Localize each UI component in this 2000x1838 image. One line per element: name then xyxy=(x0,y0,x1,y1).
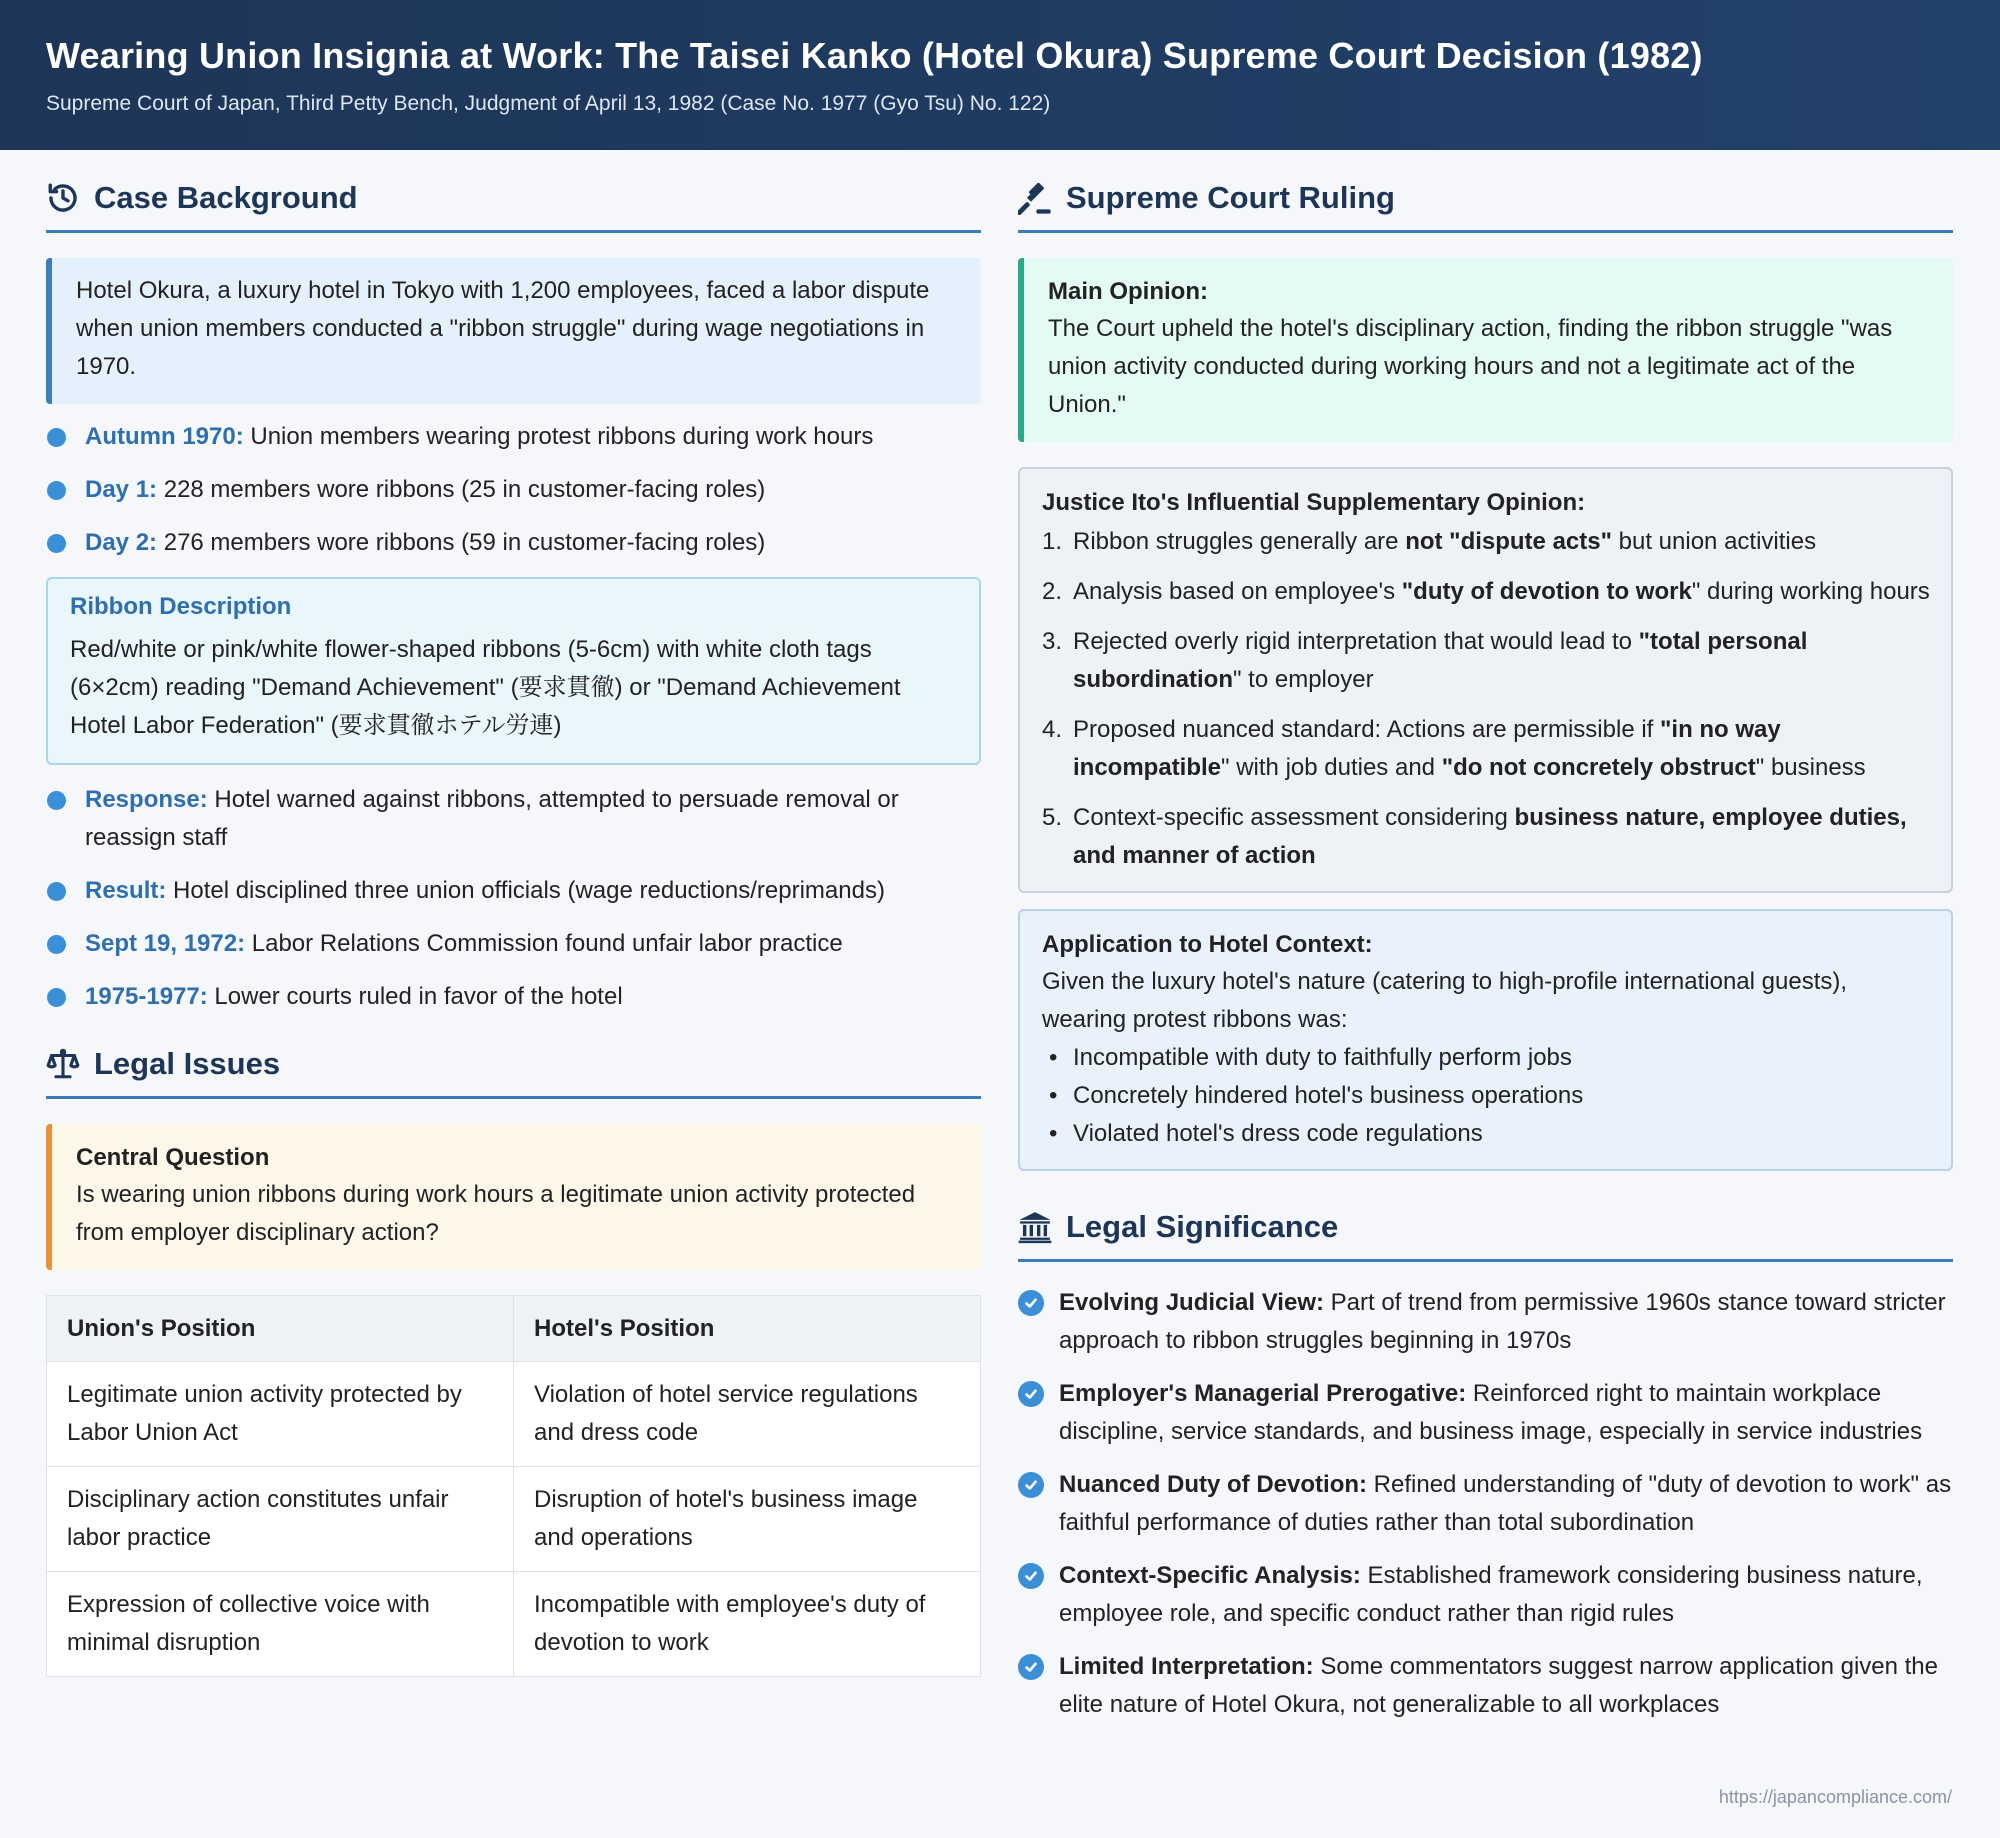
list-item: Day 2: 276 members wore ribbons (59 in customer-facing roles) xyxy=(46,524,981,562)
hotel-context-title: Application to Hotel Context: xyxy=(1042,931,1373,958)
table-cell: Legitimate union activity protected by Labor Union Act xyxy=(47,1362,514,1467)
history-icon xyxy=(46,181,80,215)
list-item: Autumn 1970: Union members wearing protest ribbons during work hours xyxy=(46,418,981,456)
case-intro: Hotel Okura, a luxury hotel in Tokyo with 1,200 employees, faced a labor dispute when union members conducted a "ribbon struggle" during wage negotiations in 1970. xyxy=(46,258,981,404)
right-column xyxy=(1018,180,1953,1739)
check-circle-icon xyxy=(1018,1290,1044,1316)
check-circle-icon xyxy=(1018,1381,1044,1407)
bullet-dot-icon xyxy=(47,481,66,500)
page-header xyxy=(0,0,2000,150)
bullet-icon: • xyxy=(1049,1082,1058,1109)
ribbon-description-text: Red/white or pink/white flower-shaped ribbons (5-6cm) with white cloth tags (6×2cm) reading "Demand Achievement" (要求貫徹) or "Demand Achievement Hotel Labor Federation" (要求貫徹ホテル労連) xyxy=(70,636,901,739)
list-item: Response: Hotel warned against ribbons, attempted to persuade removal or reassign staff xyxy=(46,781,981,857)
list-item xyxy=(1042,623,1931,699)
table-cell: Incompatible with employee's duty of devotion to work xyxy=(514,1572,981,1677)
bullet-dot-icon xyxy=(47,882,66,901)
list-item: • Incompatible with duty to faithfully perform jobs xyxy=(1042,1039,1931,1077)
list-item: Employer's Managerial Prerogative: Reinforced right to maintain workplace discipline, service standards, and business image, especially in service industries xyxy=(1018,1375,1953,1451)
timeline-list-continued xyxy=(46,781,981,1016)
gavel-icon xyxy=(1018,181,1052,215)
left-column xyxy=(46,180,981,1677)
list-number: 2. xyxy=(1042,578,1063,605)
list-item xyxy=(1042,573,1931,611)
list-item xyxy=(1042,523,1931,561)
significance-list xyxy=(1018,1284,1953,1724)
list-item: • Violated hotel's dress code regulations xyxy=(1042,1115,1931,1153)
bullet-dot-icon xyxy=(47,988,66,1007)
case-background-heading: Case Background xyxy=(46,180,981,233)
central-question-text: Is wearing union ribbons during work hours a legitimate union activity protected from employer disciplinary action? xyxy=(76,1181,916,1246)
list-number: 3. xyxy=(1042,628,1063,655)
ribbon-description-box xyxy=(46,577,981,765)
list-item-text: Rejected overly rigid interpretation that would lead to "total personal subordination" to employer xyxy=(1073,628,1808,693)
hotel-context-text: Given the luxury hotel's nature (catering to high-profile international guests), wearing protest ribbons was: xyxy=(1042,968,1848,1033)
list-item xyxy=(1042,799,1931,875)
check-circle-icon xyxy=(1018,1563,1044,1589)
supplementary-opinion-list xyxy=(1042,523,1931,875)
table-cell: Expression of collective voice with minimal disruption xyxy=(47,1572,514,1677)
list-item: Result: Hotel disciplined three union officials (wage reductions/reprimands) xyxy=(46,872,981,910)
bullet-icon: • xyxy=(1049,1120,1058,1147)
list-item-text: Analysis based on employee's "duty of devotion to work" during working hours xyxy=(1073,578,1930,605)
supplementary-opinion-box xyxy=(1018,467,1953,893)
list-item: Evolving Judicial View: Part of trend from permissive 1960s stance toward stricter approach to ribbon struggles beginning in 1970s xyxy=(1018,1284,1953,1360)
main-opinion-title: Main Opinion: xyxy=(1048,278,1208,305)
ribbon-description-title: Ribbon Description xyxy=(70,593,292,620)
list-item: Limited Interpretation: Some commentators suggest narrow application given the elite nature of Hotel Okura, not generalizable to all workplaces xyxy=(1018,1648,1953,1724)
column-header: Union's Position xyxy=(47,1296,514,1362)
hotel-context-box xyxy=(1018,909,1953,1171)
list-item: • Concretely hindered hotel's business operations xyxy=(1042,1077,1931,1115)
column-header: Hotel's Position xyxy=(514,1296,981,1362)
page-subtitle: Supreme Court of Japan, Third Petty Bench, Judgment of April 13, 1982 (Case No. 1977 (Gyo Tsu) No. 122) xyxy=(46,92,1051,115)
bullet-dot-icon xyxy=(47,534,66,553)
list-item: Nuanced Duty of Devotion: Refined understanding of "duty of devotion to work" as faithful performance of duties rather than total subordination xyxy=(1018,1466,1953,1542)
list-item xyxy=(1042,711,1931,787)
table-cell: Violation of hotel service regulations and dress code xyxy=(514,1362,981,1467)
list-number: 5. xyxy=(1042,804,1063,831)
check-circle-icon xyxy=(1018,1654,1044,1680)
central-question-box xyxy=(46,1124,981,1270)
bullet-icon: • xyxy=(1049,1044,1058,1071)
list-item: Sept 19, 1972: Labor Relations Commission found unfair labor practice xyxy=(46,925,981,963)
main-opinion-text: The Court upheld the hotel's disciplinary action, finding the ribbon struggle "was union activity conducted during working hours and not a legitimate act of the Union." xyxy=(1048,315,1893,418)
scale-icon xyxy=(46,1047,80,1081)
list-number: 1. xyxy=(1042,528,1063,555)
legal-issues-heading: Legal Issues xyxy=(46,1046,981,1099)
list-item-text: Context-specific assessment considering business nature, employee duties, and manner of action xyxy=(1073,804,1907,869)
positions-table xyxy=(46,1295,981,1677)
supplementary-opinion-title: Justice Ito's Influential Supplementary Opinion: xyxy=(1042,489,1586,516)
page-title: Wearing Union Insignia at Work: The Taisei Kanko (Hotel Okura) Supreme Court Decision (1982) xyxy=(46,35,1703,76)
table-row xyxy=(47,1362,981,1467)
table-cell: Disciplinary action constitutes unfair labor practice xyxy=(47,1467,514,1572)
list-item: Context-Specific Analysis: Established framework considering business nature, employee role, and specific conduct rather than rigid rules xyxy=(1018,1557,1953,1633)
table-header-row xyxy=(47,1296,981,1362)
table-cell: Disruption of hotel's business image and operations xyxy=(514,1467,981,1572)
timeline-list xyxy=(46,418,981,562)
hotel-context-list xyxy=(1042,1039,1931,1153)
institution-icon xyxy=(1018,1210,1052,1244)
bullet-dot-icon xyxy=(47,428,66,447)
central-question-title: Central Question xyxy=(76,1144,270,1171)
legal-significance-heading: Legal Significance xyxy=(1018,1209,1953,1262)
list-item: Day 1: 228 members wore ribbons (25 in customer-facing roles) xyxy=(46,471,981,509)
bullet-dot-icon xyxy=(47,791,66,810)
table-row xyxy=(47,1467,981,1572)
main-opinion-box xyxy=(1018,258,1953,442)
list-item-text: Ribbon struggles generally are not "dispute acts" but union activities xyxy=(1073,528,1817,555)
check-circle-icon xyxy=(1018,1472,1044,1498)
supreme-court-ruling-heading: Supreme Court Ruling xyxy=(1018,180,1953,233)
list-number: 4. xyxy=(1042,716,1063,743)
table-row xyxy=(47,1572,981,1677)
bullet-dot-icon xyxy=(47,935,66,954)
source-link[interactable]: https://japancompliance.com/ xyxy=(1718,1787,1952,1807)
list-item-text: Proposed nuanced standard: Actions are permissible if "in no way incompatible" with job duties and "do not concretely obstruct" business xyxy=(1073,716,1866,781)
list-item: 1975-1977: Lower courts ruled in favor of the hotel xyxy=(46,978,981,1016)
